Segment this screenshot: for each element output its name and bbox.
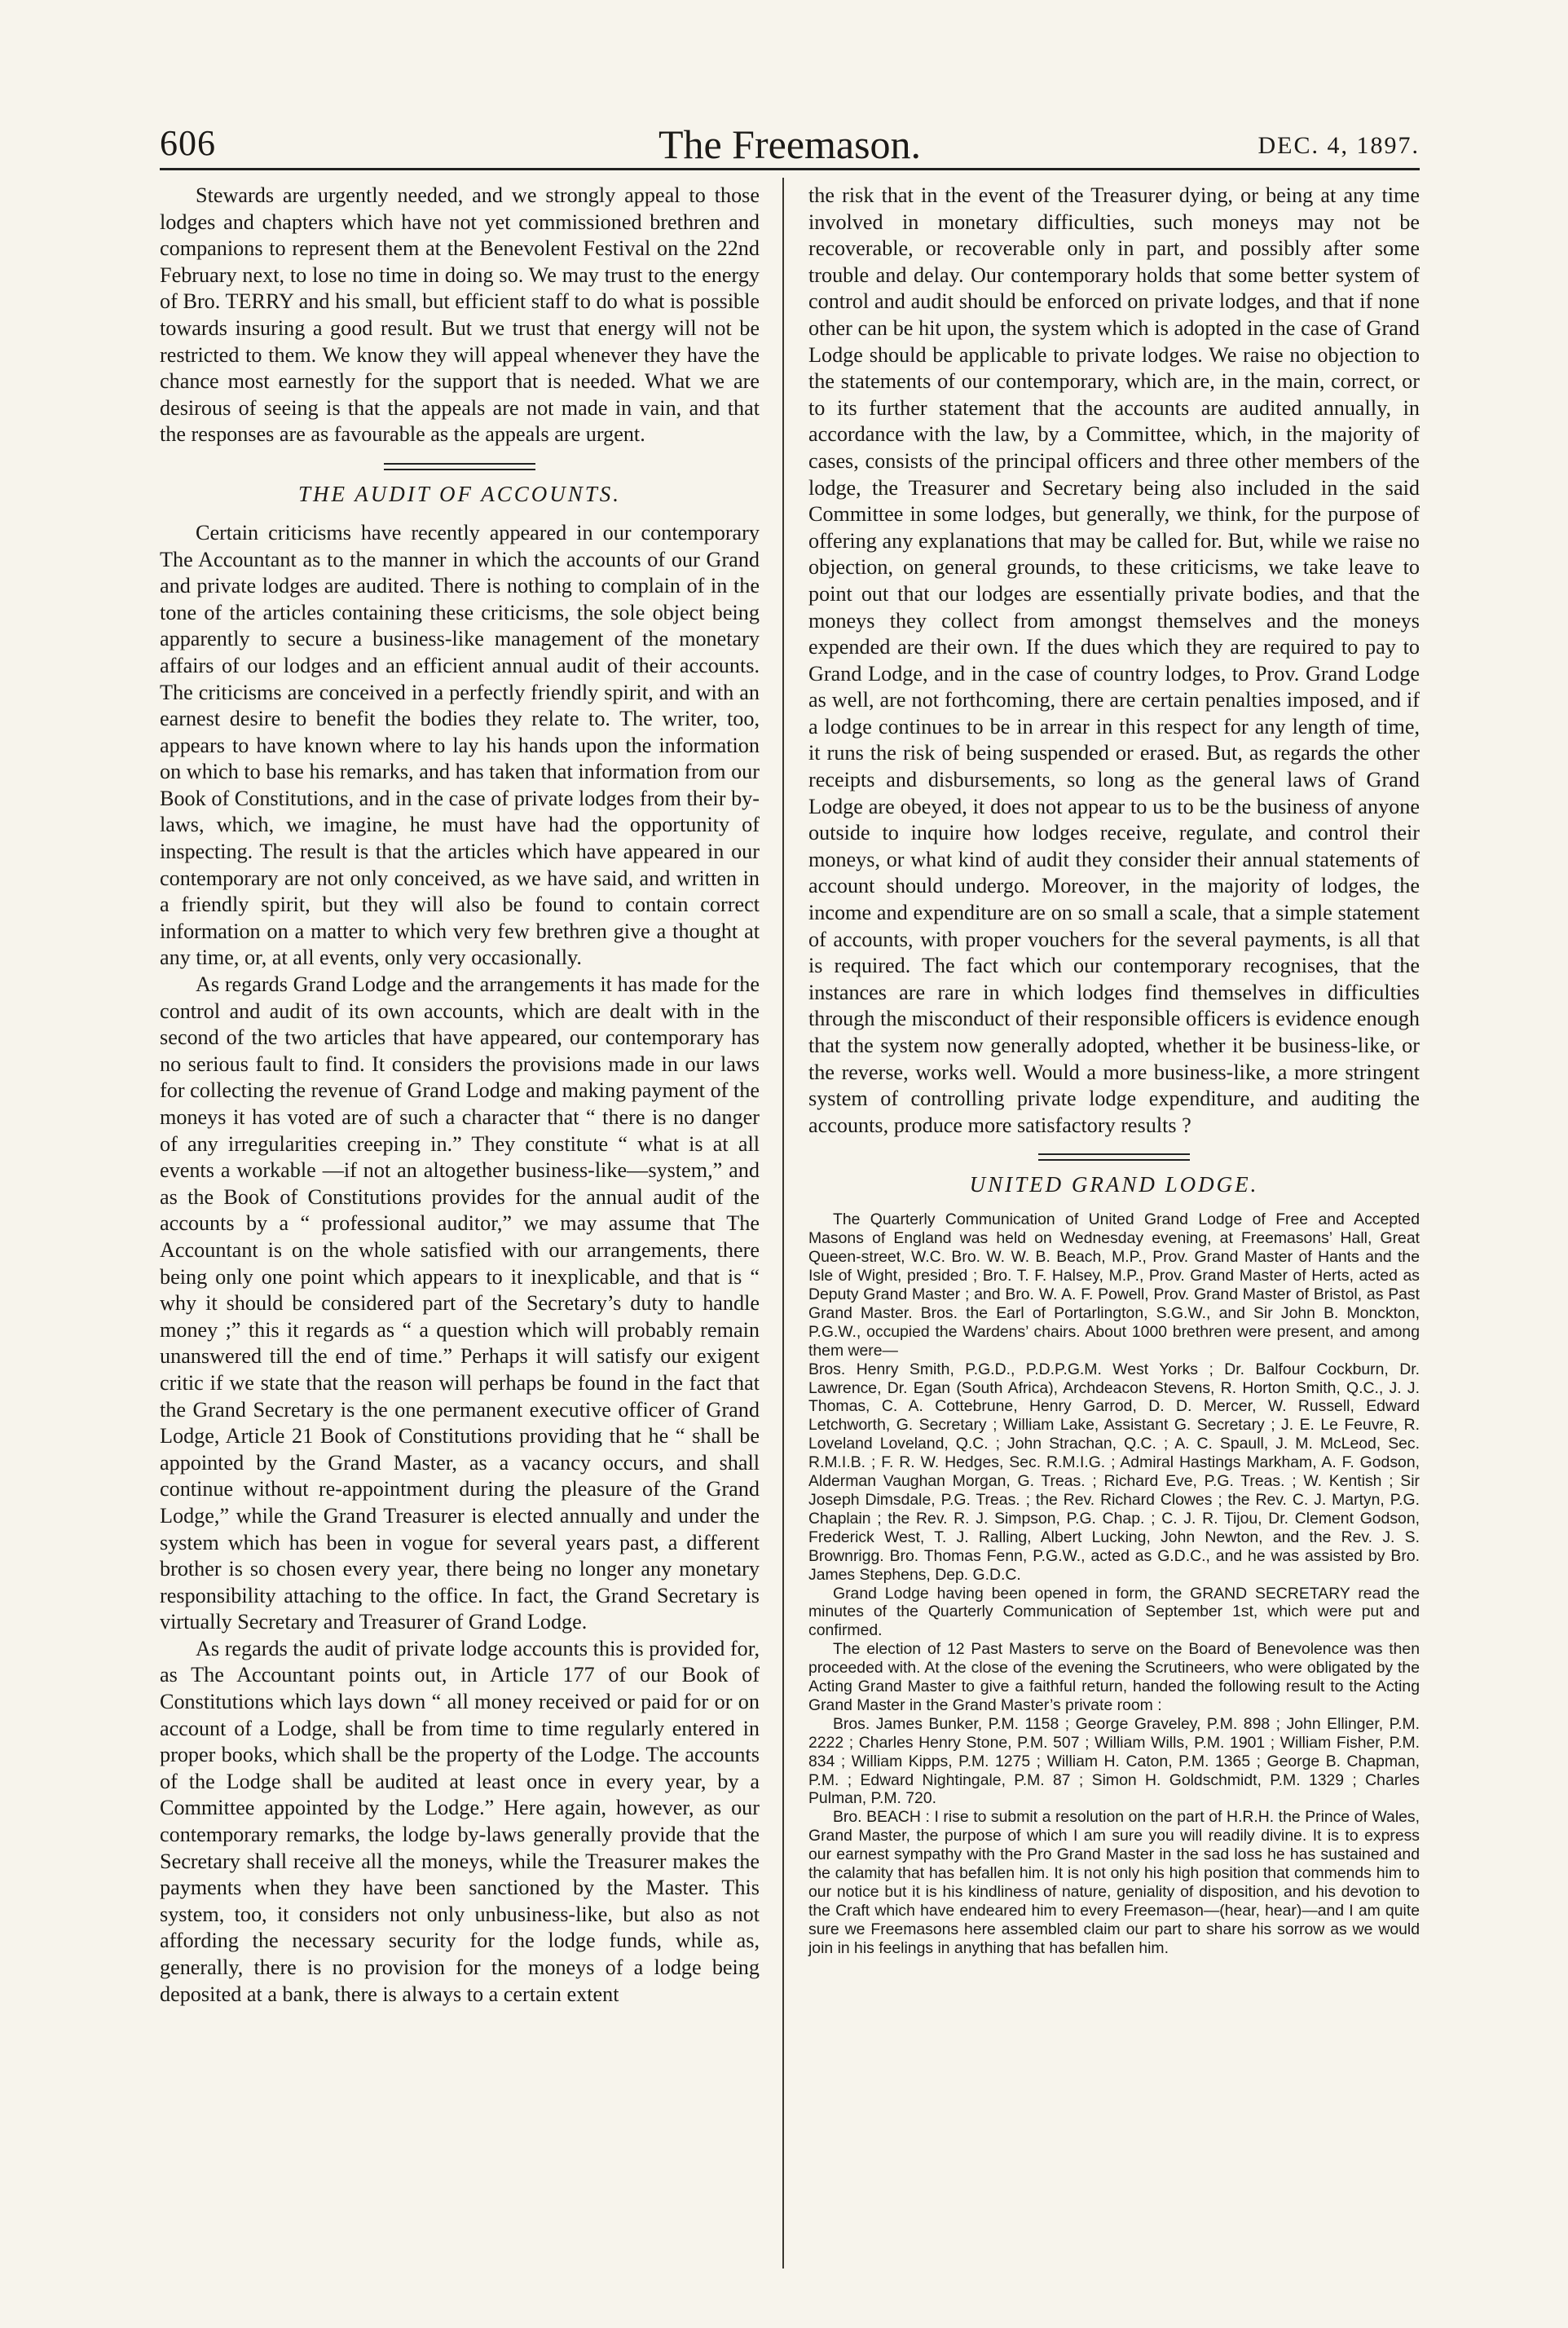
masthead-title: The Freemason. [658,121,922,167]
report-paragraph-6: Bro. BEACH : I rise to submit a resolution on the part of H.R.H. the Prince of Wales, Grand Master, the purpose of which I am sure you will readily divine. It is to express our earnest sympathy with the Pro Grand Master in the sad loss he has sustained and the calamity that has befallen him. It is not only his high position that commends him to our notice but it is his kindliness of nature, geniality of disposition, and his devotion to the Craft which have endeared him to every Freemason—(hear, hear)—and I am quite sure we Freemasons here assembled claim our part to share his sorrow as we would join in his feelings in anything that has befallen him. [808,1808,1420,1957]
report-paragraph-1: The Quarterly Communication of United Grand Lodge of Free and Accepted Masons of England was held on Wednesday evening, at Freemasons’ Hall, Great Queen-street, W.C. Bro. W. W. B. Beach, M.P., Prov. Grand Master of Hants and the Isle of Wight, presided ; Bro. T. F. Halsey, M.P., Prov. Grand Master of Herts, acted as Deputy Grand Master ; and Bro. W. A. F. Powell, Prov. Grand Master of Bristol, as Past Grand Master. Bros. the Earl of Portarlington, S.G.W., and Sir John B. Monckton, P.G.W., occupied the Wardens’ chairs. About 1000 brethren were present, and among them were— [808,1210,1420,1360]
section-rule [1038,1153,1190,1161]
grand-lodge-heading: UNITED GRAND LODGE. [969,1172,1259,1197]
left-column [160,183,760,2008]
page-header [160,121,1420,170]
section-rule [384,463,535,470]
column-divider [782,178,784,2268]
page-number: 606 [160,123,216,163]
right-column [808,183,1420,1958]
audit-heading: THE AUDIT OF ACCOUNTS. [297,481,622,506]
audit-paragraph-1: Certain criticisms have recently appeared in our contemporary The Accountant as to the manner in which the accounts of our Grand and private lodges are audited. There is nothing to complain of in the tone of the articles containing these criticisms, the sole object being apparently to secure a business-like management of the monetary affairs of our lodges and an efficient annual audit of their accounts. The criticisms are conceived in a perfectly friendly spirit, and with an earnest desire to benefit the bodies they relate to. The writer, too, appears to have known where to lay his hands upon the information on which to base his remarks, and has taken that information from our Book of Constitutions, and in the case of private lodges from their by-laws, which, we imagine, he must have had the opportunity of inspecting. The result is that the articles which have appeared in our contemporary are not only conceived, as we have said, and written in a friendly spirit, but they will also be found to contain correct information on a matter to which very few brethren give a thought at any time, or, at all events, only very occasionally. [160,520,760,970]
report-paragraph-4: The election of 12 Past Masters to serve on the Board of Benevolence was then proceeded with. At the close of the evening the Scrutineers, who were obligated by the Acting Grand Master to give a faithful return, handed the following result to the Acting Grand Master in the Grand Master’s private room : [808,1640,1420,1714]
report-paragraph-3: Grand Lodge having been opened in form, the GRAND SECRETARY read the minutes of the Quarterly Communication of September 1st, which were put and confirmed. [808,1584,1420,1640]
audit-paragraph-3: As regards the audit of private lodge accounts this is provided for, as The Accountant points out, in Article 177 of our Book of Constitutions which lays down “ all money received or paid for or on account of a Lodge, shall be from time to time regularly entered in proper books, which shall be the property of the Lodge. The accounts of the Lodge shall be audited at least once in every year, by a Committee appointed by the Lodge.” Here again, however, as our contemporary remarks, the lodge by-laws generally provide that the Secretary shall receive all the moneys, while the Treasurer makes the payments when they have been sanctioned by the Master. This system, too, it considers not only unbusiness-like, but also as not affording the necessary security for the lodge funds, while as, generally, there is no provision for the moneys of a lodge being deposited at a bank, there is always to a certain extent [160,1636,760,2006]
board-of-benevolence-list: Bros. James Bunker, P.M. 1158 ; George Graveley, P.M. 898 ; John Ellinger, P.M. 2222 ; Charles Henry Stone, P.M. 507 ; William Wills, P.M. 1901 ; William Fisher, P.M. 834 ; William Kipps, P.M. 1275 ; William H. Caton, P.M. 1365 ; George B. Chapman, P.M. ; Edward Nightingale, P.M. 87 ; Simon H. Goldschmidt, P.M. 1329 ; Charles Pulman, P.M. 720. [808,1714,1420,1808]
stewards-paragraph: Stewards are urgently needed, and we strongly appeal to those lodges and chapters which have not yet commissioned brethren and companions to represent them at the Benevolent Festival on the 22nd February next, to lose no time in doing so. We may trust to the energy of Bro. TERRY and his small, but efficient staff to do what is possible towards insuring a good result. But we trust that energy will not be restricted to them. We know they will appeal whenever they have the chance most earnestly for the support that is needed. What we are desirous of seeing is that the appeals are not made in vain, and that the responses are as favourable as the appeals are urgent. [160,183,760,447]
issue-date: DEC. 4, 1897. [1257,132,1420,159]
audit-continuation: the risk that in the event of the Treasurer dying, or being at any time involved in monetary difficulties, such moneys may not be recoverable, or recoverable only in part, and possibly after some trouble and delay. Our contemporary holds that some better system of control and audit should be enforced on private lodges, and that if none other can be hit upon, the system which is adopted in the case of Grand Lodge should be applicable to private lodges. We raise no objection to the statements of our contemporary, which are, in the main, correct, or to its further statement that the accounts are audited annually, in accordance with the law, by a Committee, which, in the majority of cases, consists of the principal officers and three other members of the lodge, the Treasurer and Secretary being also included in the said Committee in some lodges, but generally, we think, for the purpose of offering any explanations that may be called for. But, while we raise no objection, on general grounds, to these criticisms, we take leave to point out that our lodges are essentially private bodies, and that the moneys they collect from amongst themselves and the moneys expended are their own. If the dues which they are required to pay to Grand Lodge, and in the case of country lodges, to Prov. Grand Lodge as well, are not forthcoming, there are certain penalties imposed, and if a lodge continues to be in arrear in this respect for any length of time, it runs the risk of being suspended or erased. But, as regards the other receipts and disbursements, so long as the general laws of Grand Lodge are obeyed, it does not appear to us to be the business of anyone outside to inquire how lodges receive, regulate, and control their moneys, or what kind of audit they consider their annual statements of account should undergo. Moreover, in the majority of lodges, the income and expenditure are on so small a scale, that a simple statement of accounts, with proper vouchers for the several payments, is all that is required. The fact which our contemporary recognises, that the instances are rare in which lodges find themselves in difficulties through the misconduct of their responsible officers is evidence enough that the system now generally adopted, whether it be business-like, or the reverse, works well. Would a more business-like, a more stringent system of controlling private lodge expenditure, and auditing the accounts, produce more satisfactory results ? [808,183,1420,1137]
audit-paragraph-2: As regards Grand Lodge and the arrangements it has made for the control and audit of its own accounts, which are dealt with in the second of the two articles that have appeared, our contemporary has no serious fault to find. It considers the provisions made in our laws for collecting the revenue of Grand Lodge and making payment of the moneys it has voted are of such a character that “ there is no danger of any irregularities creeping in.” They constitute “ what is at all events a workable —if not an altogether business-like—system,” and as the Book of Constitutions provides for the annual audit of the accounts by a “ professional auditor,” we may assume that The Accountant is on the whole satisfied with our arrangements, there being only one point which appears to it inexplicable, and that is “ why it should be considered part of the Secretary’s duty to handle money ;” this it regards as “ a question which will probably remain unanswered till the end of time.” Perhaps it will satisfy our exigent critic if we state that the reason will perhaps be found in the fact that the Grand Secretary is the one permanent executive officer of Grand Lodge, Article 21 Book of Constitutions providing that he “ shall be appointed by the Grand Master, as a vacancy occurs, and shall continue without re-appointment during the pleasure of the Grand Lodge,” while the Grand Treasurer is elected annually and under the system which has been in vogue for several years past, a different brother is so chosen every year, there being no longer any monetary responsibility attaching to the office. In fact, the Grand Secretary is virtually Secretary and Treasurer of Grand Lodge. [160,972,760,1634]
grand-lodge-report [808,1210,1420,1957]
header-rule [160,168,1420,170]
attendees-list: Bros. Henry Smith, P.G.D., P.D.P.G.M. West Yorks ; Dr. Balfour Cockburn, Dr. Lawrence, Dr. Egan (South Africa), Archdeacon Stevens, R. Horton Smith, Q.C., J. J. Thomas, C. A. Cottebrune, Henry Garrod, D. D. Mercer, W. Russell, Edward Letchworth, G. Secretary ; William Lake, Assistant G. Secretary ; J. E. Le Feuvre, R. Loveland Loveland, Q.C. ; John Strachan, Q.C. ; A. C. Spaull, J. M. McLeod, Sec. R.M.I.B. ; F. R. W. Hedges, Sec. R.M.I.G. ; Admiral Hastings Markham, A. F. Godson, Alderman Vaughan Morgan, G. Treas. ; Richard Eve, P.G. Treas. ; W. Kentish ; Sir Joseph Dimsdale, P.G. Treas. ; the Rev. Richard Clowes ; the Rev. C. J. Martyn, P.G. Chaplain ; the Rev. R. J. Simpson, P.G. Chap. ; C. J. R. Tijou, Dr. Clement Godson, Frederick West, T. J. Ralling, Albert Lucking, John Newton, and the Rev. J. S. Brownrigg. Bro. Thomas Fenn, P.G.W., acted as G.D.C., and he was assisted by Bro. James Stephens, Dep. G.D.C. [808,1360,1420,1584]
